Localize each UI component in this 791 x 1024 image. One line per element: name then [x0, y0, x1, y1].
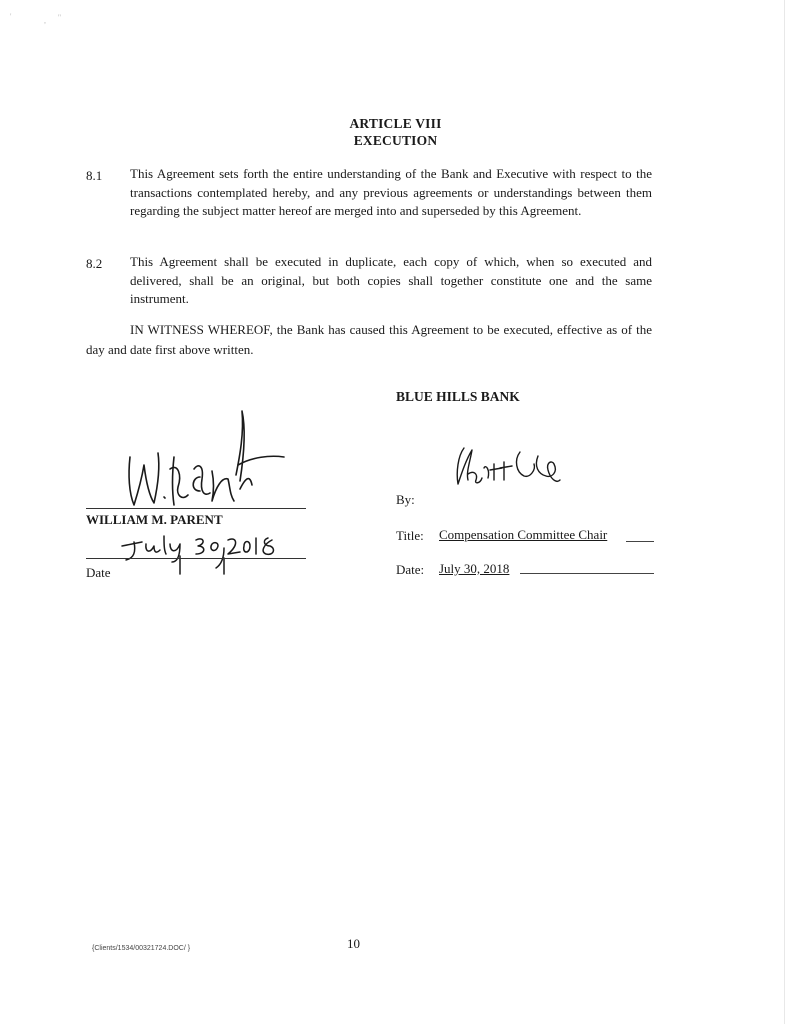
page-number: 10	[347, 936, 360, 951]
handwritten-date	[116, 528, 286, 578]
by-label: By:	[396, 492, 415, 507]
executive-name: WILLIAM M. PARENT	[86, 512, 223, 527]
section-text: This Agreement shall be executed in duplicate, each copy of which, when so executed and delivered, shall be an original, but both copies shall together constitute one and the same instrument.	[130, 254, 652, 306]
executive-date-line	[86, 558, 306, 559]
document-reference: {Clients/1534/00321724.DOC/ }	[92, 945, 191, 952]
article-subtitle: EXECUTION	[353, 133, 438, 148]
section-number: 8.1	[86, 168, 103, 183]
executive-signature	[112, 405, 302, 515]
bank-date-line	[520, 573, 654, 574]
document-page: ' , '' ARTICLE VIII EXECUTION 8.1 This Agreement sets forth the entire understanding of the Bank and Executive with respect to the transactions contemplated hereby, and any previous agreements or understandings between them regarding the subject matter hereof are merged into and superseded by this Agreement. 8.2 This Agreement shall be executed in duplicate, each copy of which, when so executed and delivered, shall be an original, but both copies shall together constitute one and the same instrument. IN WITNESS WHEREOF, the Bank has caused this Agreement to be executed, effective as of the day and date first above written. BLUE HILLS BANK WILLIAM M. PARENT Date By: Title: Compensation Committee Chair Date: July 30, 2018 {Clients/1534/00321724.DOC/ } 10	[0, 0, 791, 1024]
scan-edge	[784, 0, 785, 1024]
title-line	[626, 541, 654, 542]
executive-date-label: Date	[86, 565, 111, 580]
witness-clause: IN WITNESS WHEREOF, the Bank has caused this Agreement to be executed, effective as of the day and date first above written.	[86, 322, 652, 357]
title-label: Title:	[396, 528, 424, 543]
bank-date-label: Date:	[396, 562, 425, 577]
bank-date-value: July 30, 2018	[439, 561, 510, 576]
section-text: This Agreement sets forth the entire understanding of the Bank and Executive with respect to the transactions contemplated hereby, and any previous agreements or understandings between them regarding the subject matter hereof are merged into and superseded by this Agreement.	[130, 166, 652, 218]
bank-name: BLUE HILLS BANK	[396, 389, 520, 404]
section-number: 8.2	[86, 256, 103, 271]
title-value: Compensation Committee Chair	[439, 527, 608, 542]
article-title: ARTICLE VIII	[349, 116, 442, 131]
executive-signature-line	[86, 508, 306, 509]
bank-signature	[450, 440, 570, 490]
